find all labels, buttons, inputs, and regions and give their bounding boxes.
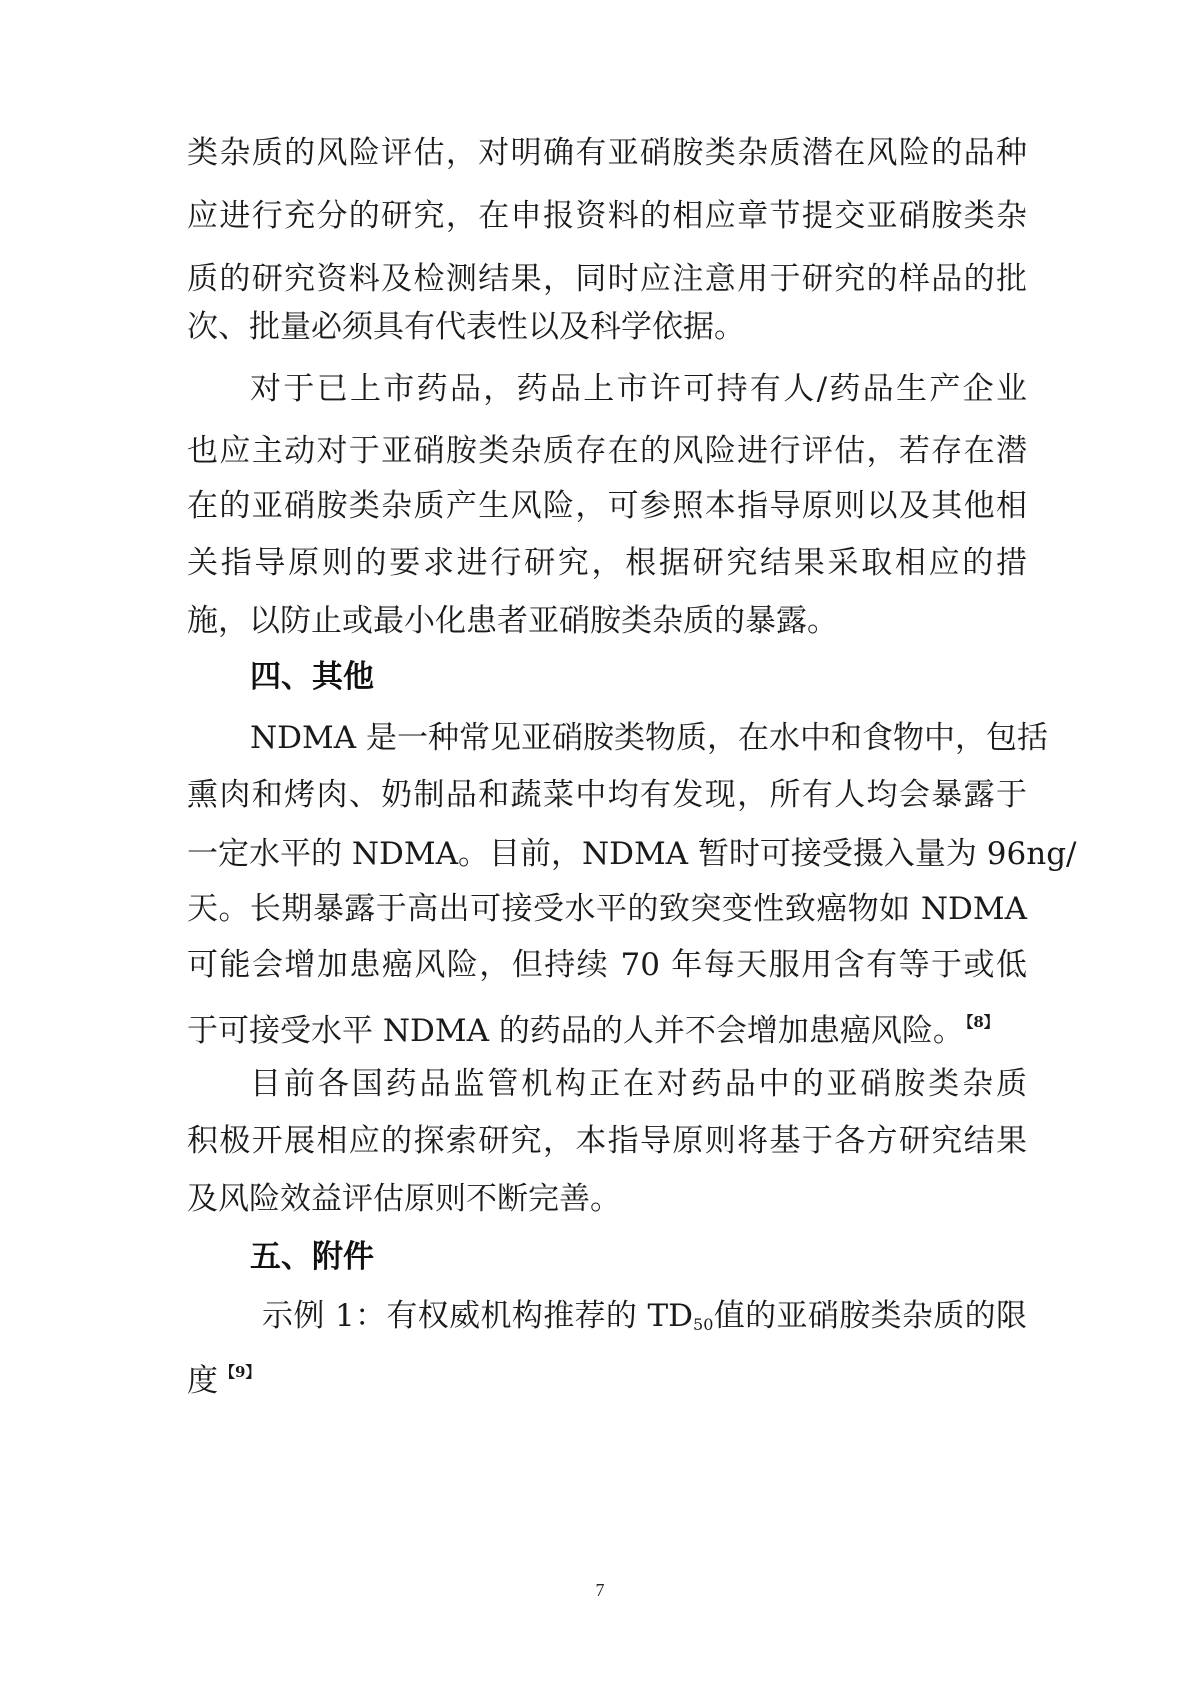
paragraph-2-line-2: 也应主动对于亚硝胺类杂质存在的风险进行评估，若存在潜 [187,433,1027,469]
example-1-line-1 [262,1296,1027,1336]
paragraph-3-line-6 [187,1002,1027,1049]
example-1-suffix: 值的亚硝胺类杂质的限 [713,1298,1028,1334]
paragraph-3-line-6-text: 于可接受水平 NDMA 的药品的人并不会增加患癌风险。 [187,1013,964,1049]
paragraph-1-line-1: 类杂质的风险评估，对明确有亚硝胺类杂质潜在风险的品种 [187,135,1027,171]
example-1-line-2 [187,1352,1027,1399]
paragraph-1-line-4: 次、批量必须具有代表性以及科学依据。 [187,309,745,345]
paragraph-3-line-3: 一定水平的 NDMA。目前，NDMA 暂时可接受摄入量为 96ng/ [187,836,1077,872]
paragraph-4-line-1: 目前各国药品监管机构正在对药品中的亚硝胺类杂质 [250,1066,1027,1102]
example-1-line-2-text: 度 [187,1363,218,1399]
example-1-subscript: 50 [693,1315,714,1334]
section-4-heading: 四、其他 [250,659,374,695]
section-5-heading: 五、附件 [250,1239,374,1275]
paragraph-3-line-1: NDMA 是一种常见亚硝胺类物质，在水中和食物中，包括 [250,720,1048,756]
paragraph-2-line-1: 对于已上市药品，药品上市许可持有人/药品生产企业 [250,371,1027,407]
paragraph-3-line-5: 可能会增加患癌风险，但持续 70 年每天服用含有等于或低 [187,947,1027,983]
paragraph-2-line-4: 关指导原则的要求进行研究，根据研究结果采取相应的措 [187,545,1027,581]
paragraph-1-line-2: 应进行充分的研究，在申报资料的相应章节提交亚硝胺类杂 [187,198,1027,234]
paragraph-3-line-2: 熏肉和烤肉、奶制品和蔬菜中均有发现，所有人均会暴露于 [187,777,1027,813]
reference-9: 【9】 [220,1363,261,1381]
paragraph-4-line-2: 积极开展相应的探索研究，本指导原则将基于各方研究结果 [187,1123,1027,1159]
example-1-prefix: 示例 1：有权威机构推荐的 TD [262,1298,694,1334]
paragraph-3-line-4: 天。长期暴露于高出可接受水平的致突变性致癌物如 NDMA [187,891,1027,927]
paragraph-2-line-5: 施，以防止或最小化患者亚硝胺类杂质的暴露。 [187,603,838,639]
paragraph-4-line-3: 及风险效益评估原则不断完善。 [187,1181,621,1217]
paragraph-1-line-3: 质的研究资料及检测结果，同时应注意用于研究的样品的批 [187,261,1027,297]
paragraph-2-line-3: 在的亚硝胺类杂质产生风险，可参照本指导原则以及其他相 [187,488,1027,524]
page-number: 7 [595,1580,605,1600]
reference-8: 【8】 [965,1013,999,1031]
